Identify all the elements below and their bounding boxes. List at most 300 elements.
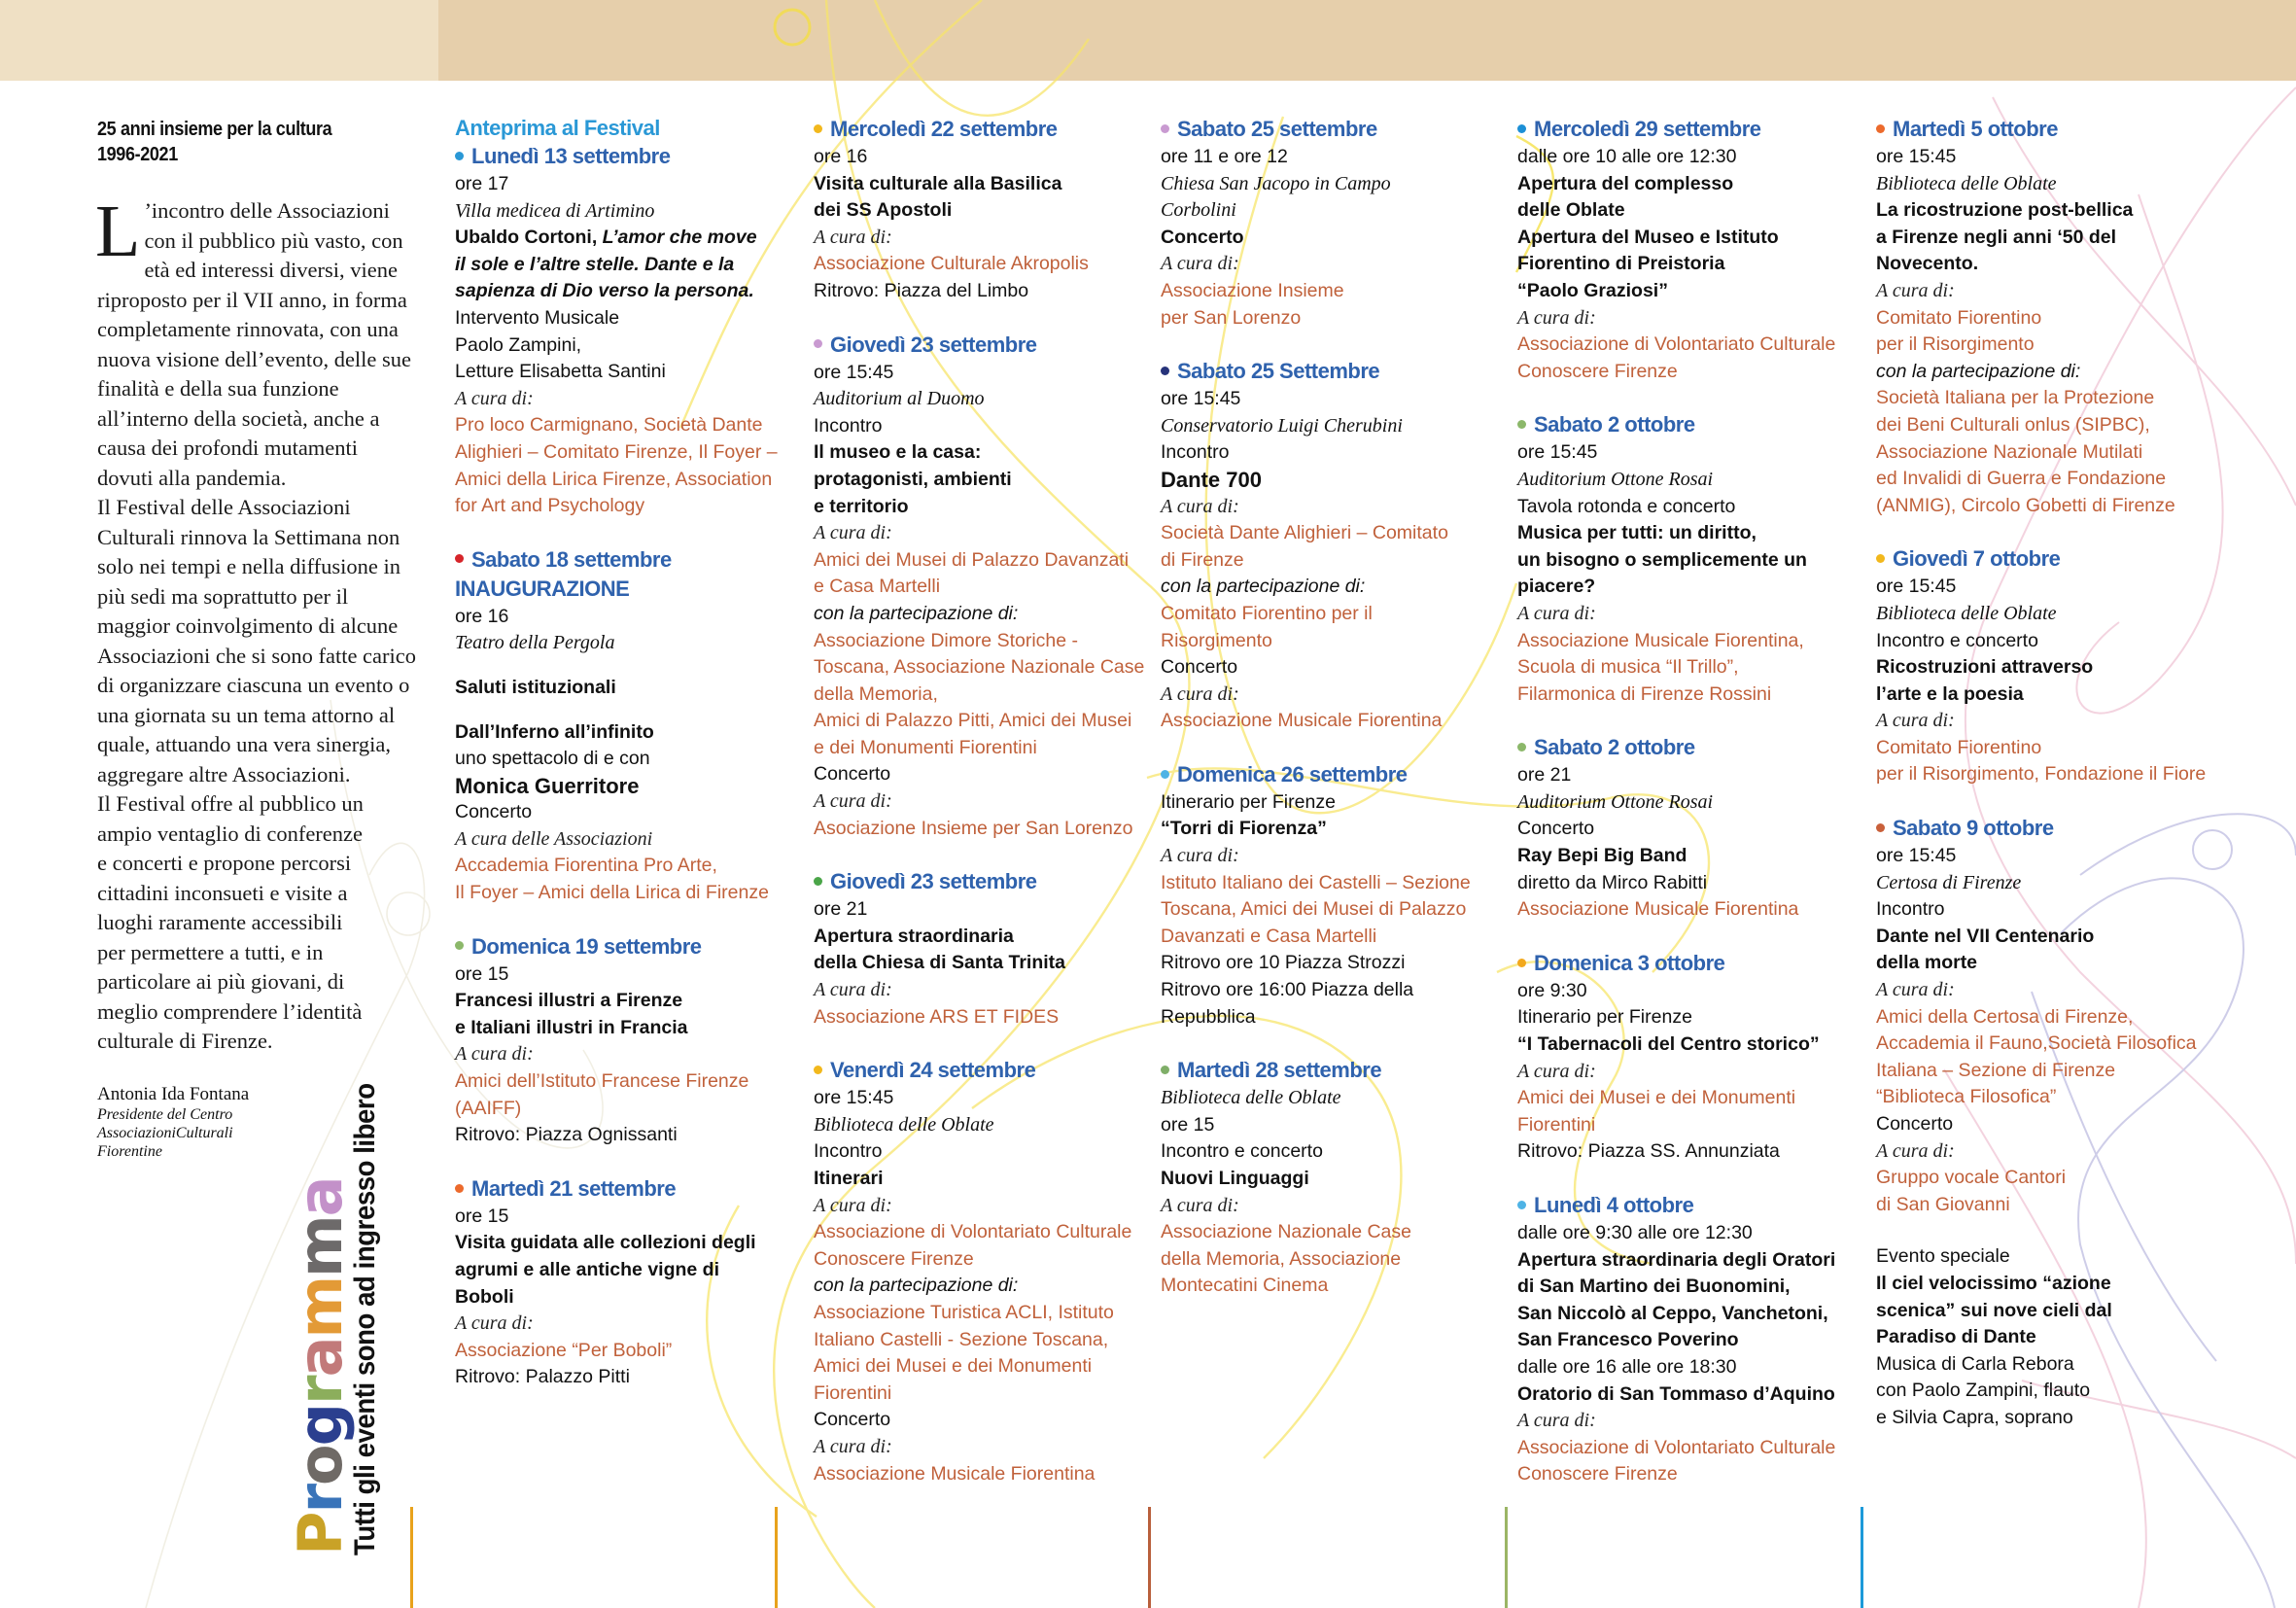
event-title: [1161, 467, 1496, 494]
line-text: A cura di:: [814, 1194, 892, 1216]
event-time: [814, 896, 1144, 924]
line-text: Francesi illustri a Firenze: [455, 990, 683, 1012]
event-detail: [814, 1138, 1144, 1166]
line-text: Il Foyer – Amici della Lirica di Firenze: [455, 882, 769, 904]
line-text: Dante 700: [1161, 467, 1262, 492]
organizer-name: [1161, 708, 1496, 735]
line-text: Concerto: [1161, 226, 1244, 248]
line-text: con Paolo Zampini, flauto: [1876, 1380, 2091, 1402]
organizer-name: [1517, 1085, 1853, 1112]
event-title: [455, 1015, 776, 1042]
event-title-part: L’amor che move: [602, 227, 757, 249]
line-text: Apertura straordinaria degli Oratori: [1517, 1248, 1836, 1271]
programma-subtitle: Tutti gli eventi sono ad ingresso libero: [349, 1083, 381, 1556]
line-text: Amici dei Musei e dei Monumenti: [1517, 1087, 1796, 1109]
line-text: Biblioteca delle Oblate: [1876, 172, 2057, 194]
event-detail: [1517, 1138, 1853, 1166]
event-date: [455, 545, 776, 575]
event-entry: [1161, 357, 1496, 735]
bullet-dot-icon: [814, 339, 822, 348]
line-text: Incontro e concerto: [1161, 1140, 1323, 1163]
event-title: [1161, 1166, 1496, 1193]
column-divider-line: [1505, 1507, 1508, 1608]
line-text: Associazione Musicale Fiorentina: [1517, 898, 1799, 921]
line-text: Accademia Fiorentina Pro Arte,: [455, 855, 717, 877]
organizer-name: [1876, 1058, 2207, 1085]
line-text: A cura di:: [1517, 306, 1596, 329]
program-column: [1517, 115, 1853, 1514]
section-heading: [455, 115, 776, 142]
line-text: l’arte e la poesia: [1876, 682, 2024, 705]
line-text: Scuola di musica “Il Trillo”,: [1517, 656, 1739, 679]
line-text: Intervento Musicale: [455, 306, 620, 329]
event-date: [814, 1056, 1144, 1085]
line-text: Corbolini: [1161, 199, 1236, 222]
line-text: dalle ore 10 alle ore 12:30: [1517, 146, 1737, 167]
line-text: Venerdì 24 settembre: [830, 1058, 1036, 1083]
event-title-part: Ubaldo Cortoni,: [455, 227, 603, 249]
organizer-name: [1161, 870, 1496, 897]
line-text: Pro loco Carmignano, Società Dante: [455, 414, 763, 437]
line-text: Gruppo vocale Cantori: [1876, 1167, 2067, 1189]
event-entry: [814, 867, 1144, 1031]
event-venue: [814, 1112, 1144, 1139]
line-text: Certosa di Firenze: [1876, 871, 2022, 893]
event-entry: [1517, 1191, 1853, 1488]
line-text: Associazione Insieme: [1161, 279, 1344, 301]
curated-by-label: [1161, 494, 1496, 521]
intro-title-line-2: 1996-2021: [97, 144, 178, 165]
line-text: Sabato 2 ottobre: [1534, 735, 1695, 760]
curated-by-label: [1161, 1193, 1496, 1220]
line-text: Monica Guerritore: [455, 773, 640, 798]
curated-by-label: [1876, 1138, 2207, 1166]
organizer-name: [1876, 1004, 2207, 1031]
event-time: [455, 604, 776, 631]
event-title: [1517, 547, 1853, 575]
event-date: [1517, 410, 1853, 439]
line-text: ore 17: [455, 173, 509, 194]
line-text: e Silvia Capra, soprano: [1876, 1406, 2073, 1428]
program-column: [814, 115, 1144, 1513]
line-text: della Memoria, Associazione: [1161, 1247, 1402, 1270]
organizer-name: [814, 654, 1144, 682]
event-entry: [455, 115, 776, 520]
organizer-name: [814, 547, 1144, 575]
line-text: Montecatini Cinema: [1161, 1275, 1329, 1297]
line-text: San Francesco Poverino: [1517, 1329, 1739, 1351]
organizer-name: [814, 1381, 1144, 1408]
line-text: Incontro: [814, 414, 883, 437]
line-text: Ritrovo: Piazza del Limbo: [814, 279, 1029, 301]
organizer-name: [1161, 601, 1496, 628]
line-text: A cura di:: [1517, 602, 1596, 624]
line-text: Domenica 19 settembre: [471, 933, 702, 959]
curated-by-label: [1517, 305, 1853, 332]
signature-role-3: Fiorentine: [97, 1142, 162, 1160]
event-title: [1876, 1324, 2207, 1351]
event-title: [455, 1284, 776, 1311]
line-text: Villa medicea di Artimino: [455, 199, 655, 222]
event-date: [1517, 733, 1853, 762]
line-text: A cura delle Associazioni: [455, 827, 653, 850]
organizer-name: [814, 628, 1144, 655]
column-divider-line: [410, 1507, 413, 1608]
programma-letter: P: [285, 1513, 356, 1556]
line-text: ore 15: [455, 962, 509, 985]
line-text: Amici dei Musei di Palazzo Davanzati: [814, 548, 1130, 571]
intro-title-line-1: 25 anni insieme per la cultura: [97, 119, 332, 140]
line-text: Concerto: [455, 801, 533, 823]
event-detail: [1161, 977, 1496, 1004]
line-text: for Art and Psychology: [455, 495, 645, 517]
line-text: Concerto: [814, 763, 891, 786]
program-column: [1161, 115, 1496, 1325]
event-time: [1161, 1112, 1496, 1139]
partnership-label: [814, 601, 1144, 628]
programma-letter: r: [285, 1377, 356, 1405]
line-text: Conoscere Firenze: [814, 1247, 974, 1270]
organizer-name: [814, 574, 1144, 601]
event-title: [1876, 225, 2207, 252]
line-text: Concerto: [1161, 656, 1238, 679]
bullet-dot-icon: [1876, 124, 1885, 133]
line-text: con la partecipazione di:: [1876, 360, 2081, 382]
organizer-name: [1517, 896, 1853, 924]
line-text: ore 15:45: [814, 361, 894, 383]
bullet-dot-icon: [1161, 770, 1169, 779]
event-detail: [455, 1364, 776, 1391]
event-detail: [1876, 896, 2207, 924]
line-text: A cura di:: [814, 226, 892, 248]
column-divider-line: [1861, 1507, 1863, 1608]
line-text: e Italiani illustri in Francia: [455, 1016, 688, 1038]
event-date: [814, 115, 1144, 144]
event-title: [1876, 682, 2207, 709]
programma-letter: a: [285, 1177, 356, 1217]
line-text: A cura di:: [455, 387, 534, 409]
line-text: Apertura del complesso: [1517, 172, 1734, 194]
event-date: [1876, 544, 2207, 574]
event-date: [814, 867, 1144, 896]
organizer-name: [814, 682, 1144, 709]
line-text: ore 15: [455, 1205, 509, 1227]
event-entry: [1161, 1056, 1496, 1300]
event-title: [1517, 197, 1853, 225]
curated-by-label: [1876, 278, 2207, 305]
organizer-name: [1161, 1273, 1496, 1300]
event-date: [455, 1174, 776, 1204]
event-detail: [1161, 439, 1496, 467]
bullet-dot-icon: [814, 877, 822, 886]
line-text: Incontro: [814, 1140, 883, 1163]
event-time: [1517, 978, 1853, 1005]
line-text: Alighieri – Comitato Firenze, Il Foyer –: [455, 440, 778, 463]
line-text: Musica per tutti: un diritto,: [1517, 522, 1757, 544]
event-title: [1876, 924, 2207, 951]
organizer-name: [1517, 332, 1853, 359]
curated-by-label: [455, 386, 776, 413]
partnership-label: [1161, 574, 1496, 601]
event-title: [1876, 654, 2207, 682]
event-title: [1876, 1298, 2207, 1325]
line-text: Domenica 3 ottobre: [1534, 950, 1725, 975]
bullet-dot-icon: [814, 124, 822, 133]
line-text: A cura di:: [1876, 1139, 1955, 1162]
organizer-name: [455, 1338, 776, 1365]
line-text: a Firenze negli anni ‘50 del: [1876, 226, 2117, 248]
line-text: ore 15:45: [1876, 845, 1957, 867]
event-title: [814, 467, 1144, 494]
line-text: Associazione Musicale Fiorentina: [814, 1462, 1096, 1485]
event-detail: [814, 413, 1144, 440]
line-text: Incontro: [1876, 898, 1945, 921]
bullet-dot-icon: [1517, 1201, 1526, 1209]
event-entry: [1161, 115, 1496, 332]
organizer-name: [1876, 439, 2207, 467]
line-text: Amici dei Musei e dei Monumenti: [814, 1355, 1093, 1378]
curated-by-label: [814, 1434, 1144, 1461]
curated-by-label: [455, 826, 776, 854]
organizer-name: [814, 816, 1144, 843]
line-text: A cura di:: [1876, 279, 1955, 301]
event-time: [1161, 386, 1496, 413]
line-text: Oratorio di San Tommaso d’Aquino: [1517, 1382, 1835, 1405]
line-text: ore 15:45: [814, 1087, 894, 1109]
event-title: [1517, 1247, 1853, 1275]
line-text: Toscana, Amici dei Musei di Palazzo: [1161, 898, 1467, 921]
event-time: [1161, 144, 1496, 171]
event-time: [455, 171, 776, 198]
line-text: e Casa Martelli: [814, 576, 941, 598]
line-text: Associazione di Volontariato Culturale: [1517, 333, 1836, 356]
event-venue: [1517, 467, 1853, 494]
line-text: Mercoledì 29 settembre: [1534, 117, 1761, 141]
line-text: ore 15: [1161, 1113, 1215, 1136]
organizer-name: [1517, 628, 1853, 655]
event-title: [1517, 278, 1853, 305]
line-text: ore 21: [1517, 764, 1572, 787]
event-entry: [1517, 949, 1853, 1166]
organizer-name: [814, 1300, 1144, 1327]
event-title: [1517, 1274, 1853, 1301]
organizer-name: [455, 1096, 776, 1123]
event-title: [814, 924, 1144, 951]
curated-by-label: [1517, 601, 1853, 628]
line-text: Fiorentini: [1517, 1113, 1596, 1136]
column-divider-line: [775, 1507, 778, 1608]
line-text: Biblioteca delle Oblate: [1876, 602, 2057, 624]
event-venue: [1161, 1085, 1496, 1112]
curated-by-label: [1161, 251, 1496, 278]
line-text: delle Oblate: [1517, 199, 1625, 222]
organizer-name: [1876, 412, 2207, 439]
line-text: Associazione Nazionale Mutilati: [1876, 440, 2143, 463]
bullet-dot-icon: [1161, 1066, 1169, 1074]
line-text: Teatro della Pergola: [455, 632, 615, 654]
line-text: Dall’Inferno all’infinito: [455, 720, 654, 743]
line-text: A cura di:: [814, 790, 892, 813]
event-title: [1876, 1271, 2207, 1298]
event-venue: [814, 386, 1144, 413]
line-text: A cura di:: [1876, 710, 1955, 732]
event-title: [1517, 574, 1853, 601]
line-text: Amici di Palazzo Pitti, Amici dei Musei: [814, 710, 1132, 732]
event-date: [1517, 115, 1853, 144]
curated-by-label: [455, 1311, 776, 1338]
line-text: con la partecipazione di:: [814, 1275, 1019, 1297]
line-text: A cura di:: [1517, 1410, 1596, 1432]
line-text: (ANMIG), Circolo Gobetti di Firenze: [1876, 494, 2175, 516]
line-text: per il Risorgimento, Fondazione il Fiore: [1876, 763, 2207, 786]
event-title: [455, 252, 776, 279]
line-text: A cura di:: [1161, 495, 1239, 517]
event-title: [1517, 843, 1853, 870]
event-detail: [1876, 1243, 2207, 1271]
bullet-dot-icon: [1517, 743, 1526, 752]
event-detail: [455, 305, 776, 332]
line-text: dei Beni Culturali onlus (SIPBC),: [1876, 413, 2150, 436]
event-venue: [1161, 413, 1496, 440]
organizer-name: [1876, 1084, 2207, 1111]
event-time: [814, 360, 1144, 387]
event-detail: [455, 799, 776, 826]
line-text: Ray Bepi Big Band: [1517, 845, 1687, 867]
line-text: Letture Elisabetta Santini: [455, 361, 666, 383]
event-entry: [1876, 115, 2207, 519]
line-text: A cura di:: [1161, 845, 1239, 867]
event-detail: [1876, 628, 2207, 655]
line-text: della Chiesa di Santa Trinita: [814, 952, 1065, 974]
intro-paragraph-2: Il Festival delle Associazioni Culturali rinnova la Settimana non solo nei tempi e nella diffusione in più sedi ma soprattutto per il maggior coinvolgimento di alcune Associazioni che si sono fatte carico di organizzare ciascuna un evento o una giornata su un tema attorno al quale, attuando una vera sinergia, aggregare altre Associazioni.: [97, 495, 417, 787]
partnership-label: [1876, 359, 2207, 386]
line-text: Il ciel velocissimo “azione: [1876, 1272, 2111, 1294]
event-detail: [455, 332, 776, 360]
line-text: Associazione Musicale Fiorentina,: [1517, 629, 1804, 651]
line-text: Ritrovo ore 16:00 Piazza della: [1161, 979, 1414, 1001]
event-date: [1161, 357, 1496, 386]
line-text: Società Dante Alighieri – Comitato: [1161, 522, 1448, 544]
signature-role-1: Presidente del Centro: [97, 1105, 233, 1123]
line-text: Asociazione Insieme per San Lorenzo: [814, 817, 1133, 839]
intro-paragraph-3: Il Festival offre al pubblico un ampio ventaglio di conferenze e concerti e propone percorsi cittadini inconsueti e visite a luoghi raramente accessibili per permettere a tutti, e in particolare ai più giovani, di meglio comprendere l’identità culturale di Firenze.: [97, 791, 364, 1053]
line-text: Tavola rotonda e concerto: [1517, 495, 1736, 517]
organizer-name: [1876, 385, 2207, 412]
line-text: Amici della Lirica Firenze, Association: [455, 468, 773, 490]
programma-vertical-title: [285, 1042, 381, 1556]
organizer-name: [1876, 332, 2207, 359]
event-title: [455, 1257, 776, 1284]
line-text: ore 16: [455, 605, 509, 627]
event-detail: [814, 1407, 1144, 1434]
event-entry: [814, 1056, 1144, 1487]
event-venue: [455, 198, 776, 226]
event-entry: [1876, 1243, 2207, 1431]
line-text: con la partecipazione di:: [814, 602, 1019, 624]
event-date: [455, 575, 776, 604]
line-text: di San Giovanni: [1876, 1193, 2010, 1215]
line-text: Fiorentini: [814, 1381, 892, 1404]
line-text: A cura di:: [1876, 979, 1955, 1001]
line-text: A cura di:: [814, 1435, 892, 1457]
line-text: Associazione “Per Boboli”: [455, 1339, 673, 1361]
event-title: [814, 197, 1144, 225]
event-title: [1517, 171, 1853, 198]
line-text: Biblioteca delle Oblate: [814, 1113, 994, 1136]
line-text: A cura di:: [1517, 1060, 1596, 1082]
event-time: [1876, 574, 2207, 601]
organizer-name: [1517, 359, 1853, 386]
bullet-dot-icon: [1161, 367, 1169, 375]
line-text: La ricostruzione post-bellica: [1876, 199, 2134, 222]
organizer-name: [1161, 1246, 1496, 1274]
event-date: [1876, 814, 2207, 843]
event-title: [1876, 251, 2207, 278]
event-entry: [1876, 814, 2207, 1218]
line-text: Saluti istituzionali: [455, 676, 616, 698]
event-venue: [1876, 870, 2207, 897]
line-text: Itinerari: [814, 1168, 884, 1189]
organizer-name: [814, 1246, 1144, 1274]
event-detail: [1876, 1111, 2207, 1138]
line-text: ore 15:45: [1161, 388, 1241, 410]
event-entry: [1517, 115, 1853, 385]
line-text: Toscana, Associazione Nazionale Case: [814, 656, 1145, 679]
event-title: [1161, 225, 1496, 252]
event-venue: [1876, 601, 2207, 628]
line-text: Auditorium Ottone Rosai: [1517, 468, 1714, 490]
line-text: Visita guidata alle collezioni degli: [455, 1232, 756, 1254]
line-text: A cura di:: [1161, 682, 1239, 705]
organizer-name: [814, 1004, 1144, 1031]
program-column: [1876, 115, 2207, 1457]
event-detail: [1876, 1378, 2207, 1405]
line-text: Associazione Turistica ACLI, Istituto: [814, 1301, 1114, 1323]
line-text: Comitato Fiorentino: [1876, 736, 2042, 758]
event-title: [1517, 1381, 1853, 1409]
event-entry: [455, 545, 776, 907]
column-divider-line: [1148, 1507, 1151, 1608]
organizer-name: [814, 251, 1144, 278]
organizer-name: [814, 735, 1144, 762]
organizer-name: [1161, 520, 1496, 547]
curated-by-label: [1161, 843, 1496, 870]
line-text: e territorio: [814, 495, 909, 517]
event-detail: [455, 359, 776, 386]
line-text: sapienza di Dio verso la persona.: [455, 280, 754, 302]
line-text: Domenica 26 settembre: [1177, 761, 1408, 787]
line-text: Biblioteca delle Oblate: [1161, 1087, 1341, 1109]
line-text: Auditorium Ottone Rosai: [1517, 790, 1714, 813]
event-venue: [455, 630, 776, 657]
line-text: Sabato 25 settembre: [1177, 117, 1377, 141]
line-text: “Torri di Fiorenza”: [1161, 818, 1327, 840]
organizer-name: [814, 708, 1144, 735]
line-text: Istituto Italiano dei Castelli – Sezione: [1161, 871, 1471, 893]
line-text: “I Tabernacoli del Centro storico”: [1517, 1033, 1820, 1056]
line-text: di San Martino dei Buonomini,: [1517, 1276, 1791, 1298]
line-text: A cura di:: [814, 522, 892, 544]
line-text: Associazione Nazionale Case: [1161, 1221, 1411, 1243]
bullet-dot-icon: [1517, 124, 1526, 133]
event-venue: [1161, 197, 1496, 225]
line-text: Incontro e concerto: [1876, 629, 2038, 651]
organizer-name: [1876, 735, 2207, 762]
line-text: Concerto: [1517, 818, 1595, 840]
line-text: ore 16: [814, 146, 868, 167]
event-date: [1161, 760, 1496, 789]
event-title: [814, 950, 1144, 977]
